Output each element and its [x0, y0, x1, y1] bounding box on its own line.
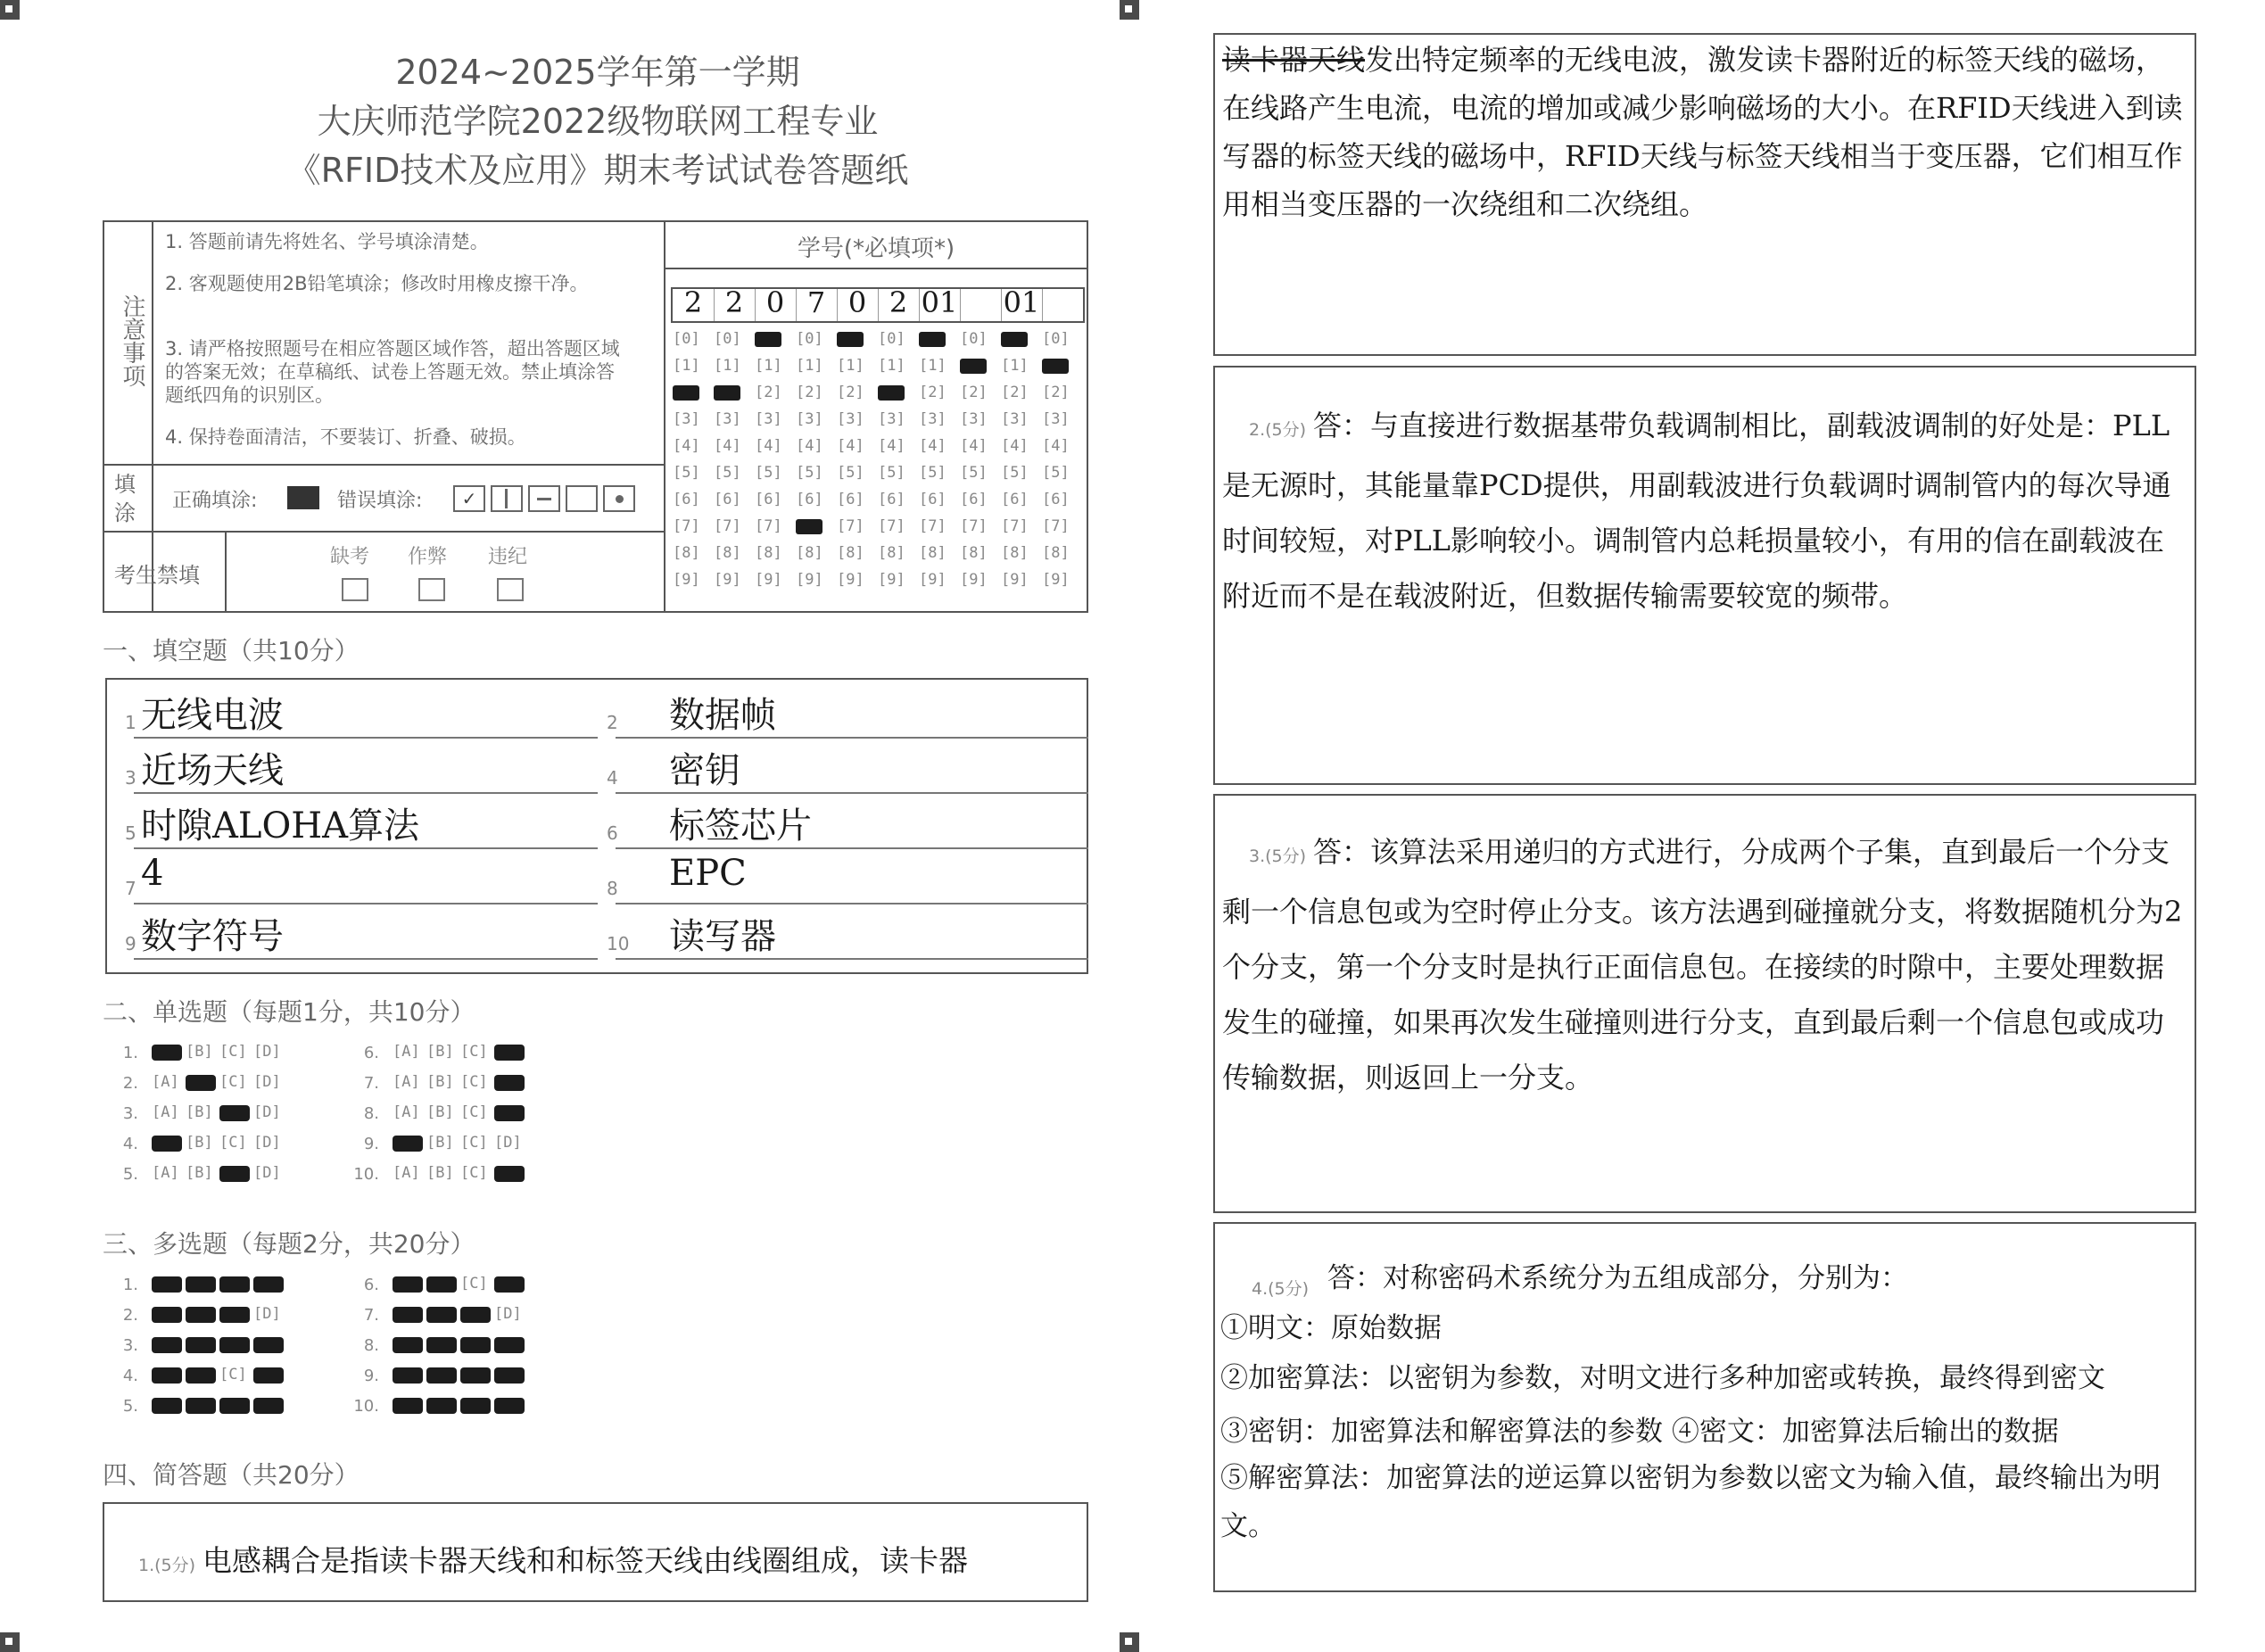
answer-bubble[interactable]: [C]	[460, 1073, 488, 1091]
digit-divider	[1001, 289, 1002, 321]
student-id-written-digit: 2	[683, 285, 703, 319]
forbid-violation-label: 违纪	[488, 546, 528, 568]
blank-answer: 数据帧	[669, 695, 776, 736]
answer-line: ②加密算法：以密钥为参数，对明文进行多种加密或转换，最终得到密文	[1220, 1362, 2105, 1394]
student-id-bubble[interactable]: [9]	[673, 571, 700, 589]
answer-bubble[interactable]	[460, 1366, 488, 1384]
answer-bubble[interactable]: [A]	[152, 1164, 179, 1182]
answer-bubble[interactable]	[253, 1275, 281, 1293]
student-id-bubble[interactable]: [0]	[878, 330, 905, 348]
student-id-bubble[interactable]: [9]	[755, 571, 782, 589]
blank-answer: 4	[141, 853, 164, 894]
answer-bubble[interactable]	[494, 1164, 522, 1182]
question-number: 1.	[122, 1276, 138, 1294]
student-id-bubble[interactable]: [3]	[673, 410, 700, 428]
student-id-bubble[interactable]: [1]	[919, 357, 947, 375]
student-id-bubble[interactable]	[755, 330, 782, 348]
answer-bubble[interactable]	[494, 1366, 522, 1384]
answer-bubble[interactable]: [D]	[253, 1134, 281, 1152]
student-id-bubble[interactable]	[1042, 357, 1070, 375]
student-id-bubble[interactable]: [4]	[919, 437, 947, 455]
student-id-bubble[interactable]: [8]	[878, 544, 905, 562]
student-id-bubble[interactable]	[1001, 330, 1029, 348]
student-id-bubble[interactable]: [9]	[1001, 571, 1029, 589]
student-id-bubble[interactable]: [8]	[796, 544, 823, 562]
student-id-bubble[interactable]: [6]	[878, 491, 905, 508]
answer-bubble[interactable]	[426, 1275, 454, 1293]
digit-divider	[919, 289, 920, 321]
notice-item: 2. 客观题使用2B铅笔填涂；修改时用橡皮擦干净。	[165, 273, 589, 294]
forbid-label: 考生禁填	[114, 563, 200, 588]
answer-bubble[interactable]	[494, 1043, 522, 1061]
answer-bubble[interactable]: [C]	[219, 1073, 247, 1091]
answer-line: 答：对称密码术系统分为五组成部分，分别为：	[1327, 1262, 1908, 1294]
student-id-bubble[interactable]: [3]	[1001, 410, 1029, 428]
student-id-bubble[interactable]: [4]	[796, 437, 823, 455]
answer-bubble[interactable]: [C]	[460, 1103, 488, 1121]
student-id-bubble[interactable]: [5]	[714, 464, 741, 482]
question-number: 6.	[363, 1276, 379, 1294]
answer-bubble[interactable]	[152, 1134, 179, 1152]
student-id-bubble[interactable]: [7]	[1001, 517, 1029, 535]
student-id-bubble[interactable]: [9]	[919, 571, 947, 589]
answer-bubble[interactable]: [B]	[186, 1103, 213, 1121]
corner-marker	[1120, 0, 1139, 20]
student-id-bubble[interactable]: [3]	[1042, 410, 1070, 428]
digit-divider	[837, 289, 838, 321]
student-id-bubble[interactable]: [5]	[1042, 464, 1070, 482]
forbid-cheat-box[interactable]	[418, 578, 445, 601]
answer-bubble[interactable]: [D]	[253, 1164, 281, 1182]
blank-number: 7	[125, 878, 136, 899]
student-id-bubble[interactable]: [6]	[796, 491, 823, 508]
answer-bubble[interactable]: [D]	[253, 1103, 281, 1121]
answer-bubble[interactable]: [D]	[494, 1134, 522, 1152]
blank-answer: 时隙ALOHA算法	[141, 805, 420, 847]
student-id-bubble[interactable]: [4]	[960, 437, 988, 455]
student-id-bubble[interactable]	[919, 330, 947, 348]
student-id-bubble[interactable]: [5]	[796, 464, 823, 482]
digit-divider	[878, 289, 879, 321]
short-answer-q1-cont: 读卡器天线发出特定频率的无线电波，激发读卡器附近的标签天线的磁场，在线路产生电流，电流的增加或减少影响磁场的大小。在RFID天线进入到读写器的标签天线的磁场中，RFID天线与标签天线相当于变压器，它们相互作用相当变压器的一次绕组和二次绕组。	[1222, 43, 2183, 221]
answer-bubble[interactable]: [C]	[460, 1275, 488, 1293]
student-id-bubble[interactable]: [1]	[837, 357, 864, 375]
student-id-bubble[interactable]: [3]	[960, 410, 988, 428]
answer-bubble[interactable]: [B]	[426, 1134, 454, 1152]
student-id-bubble[interactable]: [3]	[919, 410, 947, 428]
student-id-bubble[interactable]: [4]	[1042, 437, 1070, 455]
answer-bubble[interactable]: [B]	[426, 1043, 454, 1061]
student-id-bubble[interactable]: [0]	[1042, 330, 1070, 348]
answer-bubble[interactable]	[494, 1103, 522, 1121]
answer-bubble[interactable]: [B]	[186, 1164, 213, 1182]
student-id-bubble[interactable]: [3]	[878, 410, 905, 428]
student-id-bubble[interactable]: [4]	[755, 437, 782, 455]
answer-bubble[interactable]: [B]	[186, 1134, 213, 1152]
student-id-bubble[interactable]: [6]	[960, 491, 988, 508]
answer-bubble[interactable]: [B]	[426, 1164, 454, 1182]
student-id-bubble[interactable]: [0]	[714, 330, 741, 348]
student-id-bubble[interactable]: [4]	[1001, 437, 1029, 455]
student-id-bubble[interactable]: [3]	[796, 410, 823, 428]
question-number: 10.	[353, 1397, 379, 1416]
student-id-title: 学号(*必填项*)	[797, 235, 955, 262]
question-number: 9.	[363, 1367, 379, 1385]
answer-bubble[interactable]	[186, 1366, 213, 1384]
student-id-bubble[interactable]: [2]	[755, 384, 782, 401]
answer-bubble[interactable]	[494, 1275, 522, 1293]
exam-term: 2024~2025学年第一学期	[395, 53, 800, 92]
digit-divider	[755, 289, 756, 321]
student-id-bubble[interactable]: [3]	[837, 410, 864, 428]
question-number: 9.	[363, 1135, 379, 1153]
student-id-bubble[interactable]	[837, 330, 864, 348]
blank-line	[134, 958, 598, 960]
answer-bubble[interactable]: [C]	[219, 1366, 247, 1384]
student-id-bubble[interactable]: [1]	[796, 357, 823, 375]
student-id-bubble[interactable]: [2]	[837, 384, 864, 401]
answer-bubble[interactable]	[460, 1396, 488, 1414]
notice-item: 4. 保持卷面清洁，不要装订、折叠、破损。	[165, 426, 526, 448]
blank-answer: 标签芯片	[669, 805, 812, 847]
student-id-bubble[interactable]: [5]	[673, 464, 700, 482]
answer-bubble[interactable]: [C]	[219, 1043, 247, 1061]
blank-number: 6	[607, 822, 618, 844]
blank-number: 9	[125, 933, 136, 954]
student-id-bubble[interactable]	[714, 384, 741, 401]
student-id-bubble[interactable]: [8]	[960, 544, 988, 562]
student-id-bubble[interactable]: [8]	[1001, 544, 1029, 562]
question-number: 5.	[122, 1165, 138, 1184]
exam-title: 《RFID技术及应用》期末考试试卷答题纸	[286, 151, 909, 190]
correct-fill-sample	[287, 486, 319, 509]
blank-line	[616, 847, 1088, 849]
student-id-bubble[interactable]: [5]	[878, 464, 905, 482]
blank-line	[616, 792, 1088, 794]
answer-line: ①明文：原始数据	[1220, 1312, 1442, 1344]
forbid-absent-label: 缺考	[330, 546, 370, 568]
question-number: 8.	[363, 1336, 379, 1355]
student-id-bubble[interactable]: [2]	[919, 384, 947, 401]
student-id-bubble[interactable]: [4]	[673, 437, 700, 455]
question-number: 7.	[363, 1306, 379, 1325]
student-id-bubble[interactable]: [8]	[1042, 544, 1070, 562]
student-id-bubble[interactable]: [7]	[878, 517, 905, 535]
student-id-bubble[interactable]	[673, 384, 700, 401]
answer-bubble[interactable]	[426, 1366, 454, 1384]
blank-line	[134, 847, 598, 849]
student-id-bubble[interactable]: [0]	[796, 330, 823, 348]
section3-title: 三、多选题（每题2分，共20分）	[103, 1229, 475, 1259]
student-id-bubble[interactable]: [6]	[755, 491, 782, 508]
blank-line	[616, 958, 1088, 960]
answer-bubble[interactable]	[152, 1305, 179, 1323]
answer-bubble[interactable]	[393, 1134, 420, 1152]
answer-bubble[interactable]: [C]	[460, 1043, 488, 1061]
student-id-bubble[interactable]: [9]	[878, 571, 905, 589]
fill-label: 填涂	[114, 472, 136, 525]
answer-bubble[interactable]: [C]	[460, 1134, 488, 1152]
student-id-bubble[interactable]: [7]	[755, 517, 782, 535]
answer-bubble[interactable]	[186, 1275, 213, 1293]
answer-bubble[interactable]	[219, 1335, 247, 1353]
student-id-bubble[interactable]: [2]	[1042, 384, 1070, 401]
answer-bubble[interactable]: [B]	[426, 1103, 454, 1121]
answer-bubble[interactable]	[253, 1366, 281, 1384]
blank-line	[616, 903, 1088, 904]
question-number: 2.	[122, 1074, 138, 1093]
question-number: 5.	[122, 1397, 138, 1416]
student-id-bubble[interactable]: [1]	[714, 357, 741, 375]
answer-bubble[interactable]	[219, 1275, 247, 1293]
answer-bubble[interactable]: [B]	[426, 1073, 454, 1091]
student-id-bubble[interactable]: [9]	[837, 571, 864, 589]
answer-bubble[interactable]	[152, 1396, 179, 1414]
student-id-bubble[interactable]: [2]	[960, 384, 988, 401]
student-id-bubble[interactable]: [0]	[960, 330, 988, 348]
student-id-bubble[interactable]: [8]	[919, 544, 947, 562]
answer-bubble[interactable]	[393, 1305, 420, 1323]
question-number: 4.(5分)	[1252, 1279, 1310, 1299]
student-id-bubble[interactable]: [6]	[673, 491, 700, 508]
blank-number: 5	[125, 822, 136, 844]
answer-bubble[interactable]	[186, 1073, 213, 1091]
forbid-violation-box[interactable]	[497, 578, 524, 601]
student-id-written-digit: 2	[889, 285, 908, 319]
student-id-bubble[interactable]: [2]	[796, 384, 823, 401]
short-answer-q2: 2.(5分) 答：与直接进行数据基带负载调制相比，副载波调制的好处是：PLL是无源时，其能量靠PCD提供，用副载波进行负载调时调制管内的每次导通时间较短，对PLL影响较小。调制管内总耗损量较小，有用的信在副载波在附近而不是在载波附近，但数据传输需要较宽的频带。	[1222, 409, 2171, 613]
student-id-bubble[interactable]: [1]	[878, 357, 905, 375]
student-id-bubble[interactable]: [7]	[837, 517, 864, 535]
student-id-bubble[interactable]: [5]	[1001, 464, 1029, 482]
notice-item: 3. 请严格按照题号在相应答题区域作答，超出答题区域的答案无效；在草稿纸、试卷上答题无效。禁止填涂答题纸四角的识别区。	[165, 338, 620, 406]
student-id-bubble[interactable]: [8]	[755, 544, 782, 562]
student-id-bubble[interactable]: [7]	[919, 517, 947, 535]
answer-bubble[interactable]	[253, 1396, 281, 1414]
answer-bubble[interactable]	[494, 1073, 522, 1091]
student-id-bubble[interactable]: [8]	[837, 544, 864, 562]
student-id-bubble[interactable]: [1]	[1001, 357, 1029, 375]
answer-bubble[interactable]	[186, 1335, 213, 1353]
question-number: 2.	[122, 1306, 138, 1325]
blank-answer: EPC	[669, 853, 747, 894]
answer-bubble[interactable]	[393, 1366, 420, 1384]
question-number: 3.	[122, 1336, 138, 1355]
section1-title: 一、填空题（共10分）	[103, 636, 360, 665]
answer-bubble[interactable]	[426, 1396, 454, 1414]
student-id-bubble[interactable]: [7]	[960, 517, 988, 535]
blank-number: 1	[125, 712, 136, 733]
blank-answer: 数字符号	[141, 916, 284, 957]
student-id-bubble[interactable]	[878, 384, 905, 401]
student-id-bubble[interactable]: [9]	[714, 571, 741, 589]
answer-bubble[interactable]: [A]	[393, 1043, 420, 1061]
answer-bubble[interactable]: [A]	[393, 1164, 420, 1182]
answer-bubble[interactable]	[152, 1275, 179, 1293]
student-id-bubble[interactable]: [7]	[714, 517, 741, 535]
corner-marker	[0, 1632, 20, 1652]
blank-answer: 密钥	[669, 750, 740, 791]
answer-bubble[interactable]: [A]	[152, 1073, 179, 1091]
answer-bubble[interactable]	[393, 1275, 420, 1293]
student-id-bubble[interactable]: [6]	[714, 491, 741, 508]
blank-answer: 无线电波	[141, 695, 284, 736]
question-number: 1.	[122, 1044, 138, 1062]
answer-bubble[interactable]	[152, 1043, 179, 1061]
exam-major: 大庆师范学院2022级物联网工程专业	[317, 102, 879, 141]
answer-bubble[interactable]	[426, 1335, 454, 1353]
blank-answer: 近场天线	[141, 750, 284, 791]
section2-title: 二、单选题（每题1分，共10分）	[103, 997, 475, 1027]
student-id-bubble[interactable]: [7]	[1042, 517, 1070, 535]
student-id-written-digit: 0	[765, 285, 785, 319]
answer-bubble[interactable]: [A]	[393, 1073, 420, 1091]
student-id-bubble[interactable]: [5]	[755, 464, 782, 482]
student-id-bubble[interactable]: [9]	[960, 571, 988, 589]
student-id-written-digit: 01	[1003, 285, 1040, 319]
digit-divider	[1042, 289, 1043, 321]
blank-line	[134, 903, 598, 904]
blank-answer: 读写器	[669, 916, 776, 957]
digit-divider	[960, 289, 961, 321]
short-answer-q1-start: 1.(5分) 电感耦合是指读卡器天线和和标签天线由线圈组成，读卡器	[138, 1543, 969, 1578]
notice-item: 1. 答题前请先将姓名、学号填涂清楚。	[165, 231, 489, 252]
forbid-cheat-label: 作弊	[408, 546, 448, 568]
answer-bubble[interactable]	[393, 1396, 420, 1414]
blank-number: 4	[607, 767, 618, 789]
student-id-bubble[interactable]: [4]	[878, 437, 905, 455]
section4-title: 四、简答题（共20分）	[103, 1460, 360, 1490]
answer-bubble[interactable]: [C]	[460, 1164, 488, 1182]
wrong-fill-label: 错误填涂:	[337, 490, 423, 512]
student-id-bubble[interactable]: [1]	[755, 357, 782, 375]
question-number: 4.	[122, 1367, 138, 1385]
student-id-bubble[interactable]: [7]	[673, 517, 700, 535]
wrong-fill-samples: ✓	[453, 485, 635, 512]
answer-bubble[interactable]: [B]	[186, 1043, 213, 1061]
answer-bubble[interactable]	[426, 1305, 454, 1323]
answer-bubble[interactable]: [D]	[253, 1305, 281, 1323]
student-id-bubble[interactable]: [5]	[837, 464, 864, 482]
student-id-bubble[interactable]: [3]	[755, 410, 782, 428]
answer-line: ⑤解密算法：加密算法的逆运算以密钥为参数以密文为输入值，最终输出为明文。	[1220, 1462, 2161, 1542]
forbid-absent-box[interactable]	[342, 578, 368, 601]
notice-label: 注意事项	[119, 294, 145, 387]
student-id-bubble[interactable]: [8]	[714, 544, 741, 562]
answer-bubble[interactable]	[219, 1396, 247, 1414]
student-id-bubble[interactable]	[960, 357, 988, 375]
question-number: 10.	[353, 1165, 379, 1184]
student-id-bubble[interactable]: [6]	[1001, 491, 1029, 508]
short-answer-q3: 3.(5分) 答：该算法采用递归的方式进行，分成两个子集，直到最后一个分支剩一个信息包或为空时停止分支。该方法遇到碰撞就分支，将数据随机分为2个分支，第一个分支时是执行正面信息包。在接续的时隙中，主要处理数据发生的碰撞，如果再次发生碰撞则进行分支，直到最后剩一个信息包或成功传输数据，则返回上一分支。	[1222, 835, 2183, 1094]
answer-bubble[interactable]: [D]	[253, 1073, 281, 1091]
question-number: 4.	[122, 1135, 138, 1153]
student-id-bubble[interactable]: [8]	[673, 544, 700, 562]
student-id-written-digit: 7	[806, 285, 826, 319]
answer-bubble[interactable]	[460, 1305, 488, 1323]
answer-bubble[interactable]: [C]	[219, 1134, 247, 1152]
question-number: 3.	[122, 1104, 138, 1123]
corner-marker	[0, 0, 20, 20]
student-id-bubble[interactable]: [5]	[919, 464, 947, 482]
student-id-grid[interactable]	[671, 330, 1081, 607]
student-id-bubble[interactable]: [0]	[673, 330, 700, 348]
blank-line	[616, 737, 1088, 739]
answer-bubble[interactable]	[152, 1335, 179, 1353]
student-id-bubble[interactable]: [4]	[714, 437, 741, 455]
answer-bubble[interactable]	[152, 1366, 179, 1384]
answer-bubble[interactable]	[253, 1335, 281, 1353]
student-id-bubble[interactable]: [9]	[1042, 571, 1070, 589]
student-id-bubble[interactable]: [3]	[714, 410, 741, 428]
digit-divider	[714, 289, 715, 321]
answer-bubble[interactable]	[494, 1335, 522, 1353]
question-number: 8.	[363, 1104, 379, 1123]
student-id-bubble[interactable]: [6]	[1042, 491, 1070, 508]
answer-bubble[interactable]	[393, 1335, 420, 1353]
student-id-bubble[interactable]: [6]	[837, 491, 864, 508]
question-number: 6.	[363, 1044, 379, 1062]
student-id-bubble[interactable]: [2]	[1001, 384, 1029, 401]
blank-number: 3	[125, 767, 136, 789]
answer-bubble[interactable]: [D]	[253, 1043, 281, 1061]
answer-bubble[interactable]	[219, 1164, 247, 1182]
answer-bubble[interactable]	[460, 1335, 488, 1353]
blank-number: 10	[607, 933, 630, 954]
answer-bubble[interactable]	[219, 1305, 247, 1323]
blank-line	[134, 737, 598, 739]
answer-bubble[interactable]	[186, 1305, 213, 1323]
answer-bubble[interactable]	[186, 1396, 213, 1414]
blank-number: 2	[607, 712, 618, 733]
student-id-written	[671, 287, 1085, 323]
student-id-bubble[interactable]: [4]	[837, 437, 864, 455]
answer-bubble[interactable]: [A]	[393, 1103, 420, 1121]
student-id-written-digit: 01	[921, 285, 958, 319]
student-id-written-digit: 0	[847, 285, 867, 319]
digit-divider	[796, 289, 797, 321]
blank-line	[134, 792, 598, 794]
blank-number: 8	[607, 878, 618, 899]
answer-bubble[interactable]	[494, 1396, 522, 1414]
answer-bubble[interactable]: [D]	[494, 1305, 522, 1323]
answer-bubble[interactable]: [A]	[152, 1103, 179, 1121]
student-id-written-digit: 2	[724, 285, 744, 319]
student-id-bubble[interactable]: [5]	[960, 464, 988, 482]
student-id-bubble[interactable]: [6]	[919, 491, 947, 508]
student-id-bubble[interactable]: [9]	[796, 571, 823, 589]
corner-marker	[1120, 1632, 1139, 1652]
answer-bubble[interactable]	[219, 1103, 247, 1121]
student-id-bubble[interactable]	[796, 517, 823, 535]
student-id-bubble[interactable]: [1]	[673, 357, 700, 375]
answer-line: ③密钥：加密算法和解密算法的参数 ④密文：加密算法后输出的数据	[1220, 1416, 2059, 1448]
correct-fill-label: 正确填涂:	[172, 490, 258, 512]
question-number: 7.	[363, 1074, 379, 1093]
